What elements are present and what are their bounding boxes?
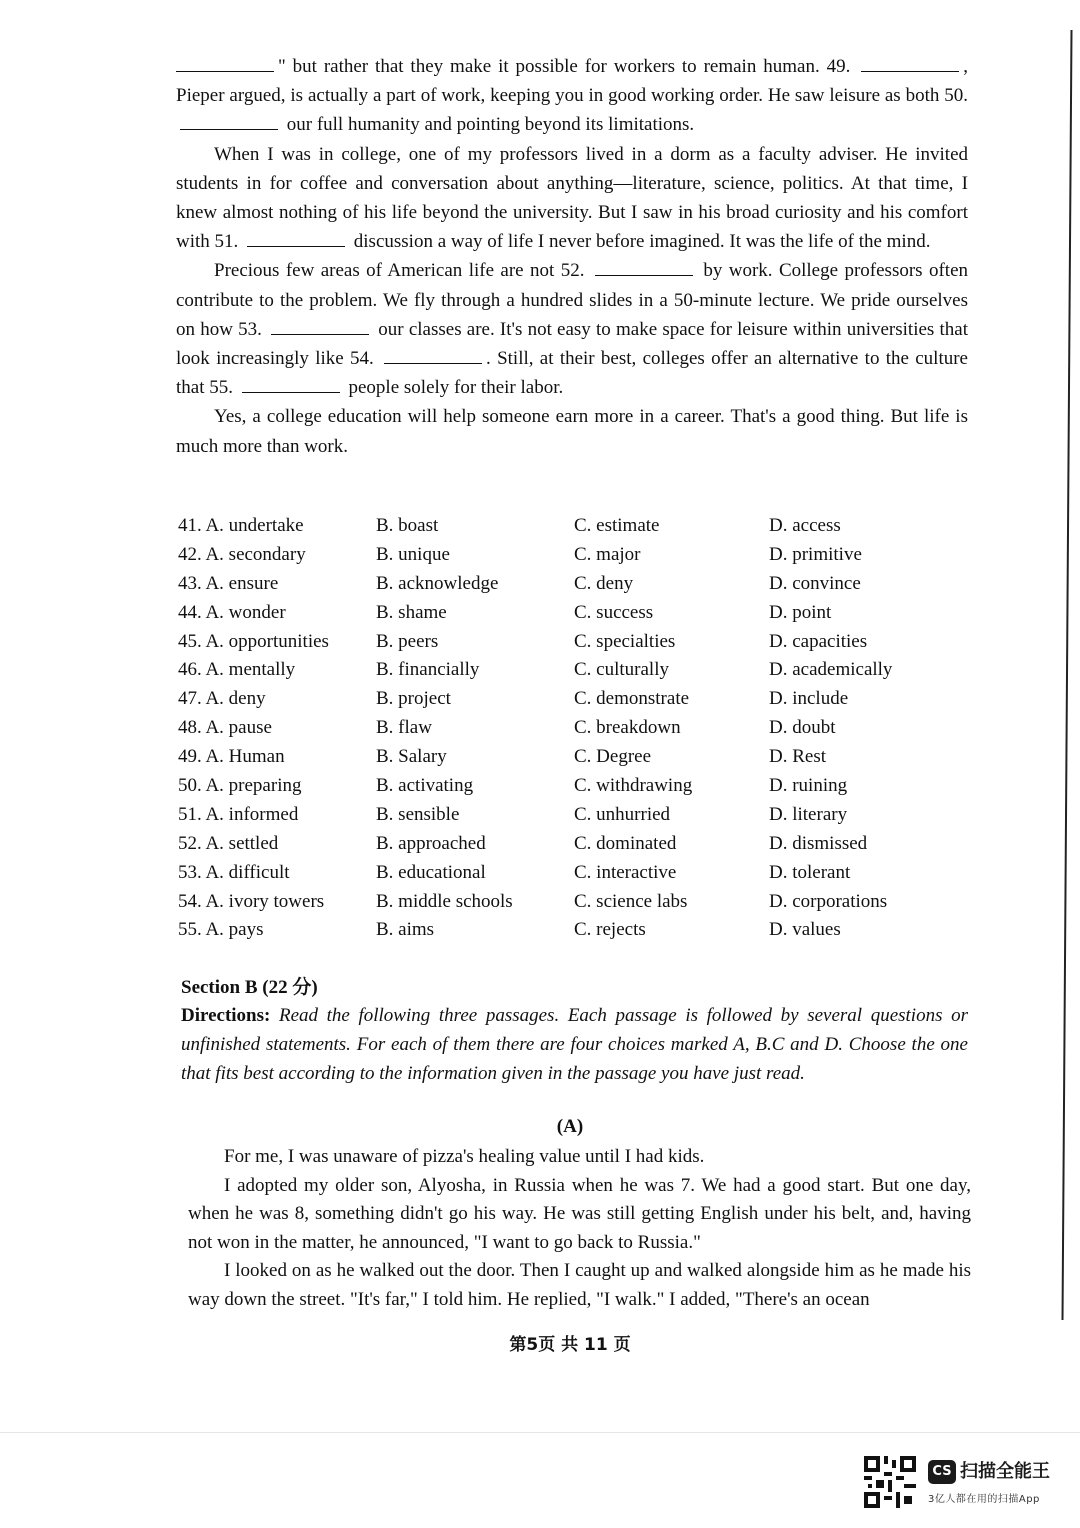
camscanner-tagline: 3亿人都在用的扫描App <box>928 1494 1040 1505</box>
cloze-paragraph-1: " but rather that they make it possible for workers to remain human. 49. , Pieper argued, is actually a part of work, keeping you in good working order. He saw leisure as both 50. our full humanity and pointing beyond its limitations. <box>176 56 968 136</box>
cloze-paragraph-2: When I was in college, one of my professors lived in a dorm as a faculty adviser. He invited students in for coffee and conversation about anything—literature, science, politics. At that time, I knew almost nothing of his life beyond the university. But I saw in his broad curiosity and his comfort with 51. discussion a way of life I never before imagined. It was the life of the mind. <box>176 143 968 253</box>
blank-49 <box>861 55 959 72</box>
option-row-41: 41. A. undertake B. boast C. estimate D. access <box>178 515 841 536</box>
cloze-paragraph-3: Precious few areas of American life are not 52. by work. College professors often contribute to the problem. We fly through a hundred slides in a 50-minute lecture. We pride ourselves on how 53. our classes are. It's not easy to make space for leisure within universities that look increasingly like 54. . Still, at their best, colleges offer an alternative to the culture that 55. people solely for their labor. <box>176 260 969 399</box>
option-row-51: 51. A. informed B. sensible C. unhurried D. literary <box>178 803 848 825</box>
cloze-passage-continuation <box>176 52 968 461</box>
directions-label: Directions: <box>181 1005 271 1026</box>
blank-52 <box>595 259 693 276</box>
option-row-44: 44. A. wonder B. shame C. success D. point <box>178 601 832 623</box>
option-row-46: 46. A. mentally B. financially C. culturally D. academically <box>178 659 893 681</box>
directions-text: Read the following three passages. Each passage is followed by several questions or unfinished statements. For each of them there are four choices marked A, B.C and D. Choose the one that fits best according to the information given in the passage you have just read. <box>181 1005 968 1084</box>
option-row-50: 50. A. preparing B. activating C. withdrawing D. ruining <box>178 775 848 797</box>
camscanner-brand: 扫描全能王 <box>960 1461 1050 1482</box>
passage-a-paragraph-1: For me, I was unaware of pizza's healing value until I had kids. <box>224 1146 705 1167</box>
option-row-54: 54. A. ivory towers B. middle schools C. science labs D. corporations <box>178 890 888 912</box>
blank-54 <box>384 347 482 364</box>
option-row-52: 52. A. settled B. approached C. dominated D. dismissed <box>178 832 868 854</box>
scan-divider <box>0 1432 1080 1433</box>
section-b-title: Section B (22 分) <box>181 977 318 998</box>
camscanner-logo: CS <box>928 1460 956 1484</box>
qr-code-icon <box>864 1456 916 1508</box>
passage-a <box>188 1143 971 1315</box>
blank-48 <box>176 55 274 72</box>
cloze-options-table <box>178 512 938 945</box>
blank-50 <box>180 113 278 130</box>
passage-a-label: (A) <box>556 1116 584 1137</box>
option-row-53: 53. A. difficult B. educational C. interactive D. tolerant <box>178 861 851 883</box>
option-row-47: 47. A. deny B. project C. demonstrate D. include <box>178 688 849 710</box>
passage-a-paragraph-2: I adopted my older son, Alyosha, in Russia when he was 7. We had a good start. But one day, when he was 8, something didn't go his way. He was still getting English under his belt, and, having not won in the matter, he announced, "I want to go back to Russia." <box>188 1174 971 1253</box>
option-row-45: 45. A. opportunities B. peers C. specialties D. capacities <box>178 630 868 652</box>
blank-53 <box>271 318 369 335</box>
cloze-paragraph-4: Yes, a college education will help someone earn more in a career. That's a good thing. But life is much more than work. <box>176 406 968 457</box>
blank-55 <box>242 376 340 393</box>
passage-a-paragraph-3: I looked on as he walked out the door. Then I caught up and walked alongside him as he made his way down the street. "It's far," I told him. He replied, "I walk." I added, "There's an ocean <box>188 1260 971 1310</box>
option-row-55: 55. A. pays B. aims C. rejects D. values <box>178 919 841 941</box>
camscanner-watermark <box>864 1456 1064 1508</box>
option-row-42: 42. A. secondary B. unique C. major D. primitive <box>178 543 862 565</box>
option-row-43: 43. A. ensure B. acknowledge C. deny D. convince <box>178 572 861 594</box>
page-number-footer: 第5页 共 11 页 <box>509 1335 631 1355</box>
option-row-49: 49. A. Human B. Salary C. Degree D. Rest <box>178 746 826 768</box>
blank-51 <box>247 230 345 247</box>
section-b-directions <box>181 1001 968 1088</box>
option-row-48: 48. A. pause B. flaw C. breakdown D. doubt <box>178 717 836 739</box>
